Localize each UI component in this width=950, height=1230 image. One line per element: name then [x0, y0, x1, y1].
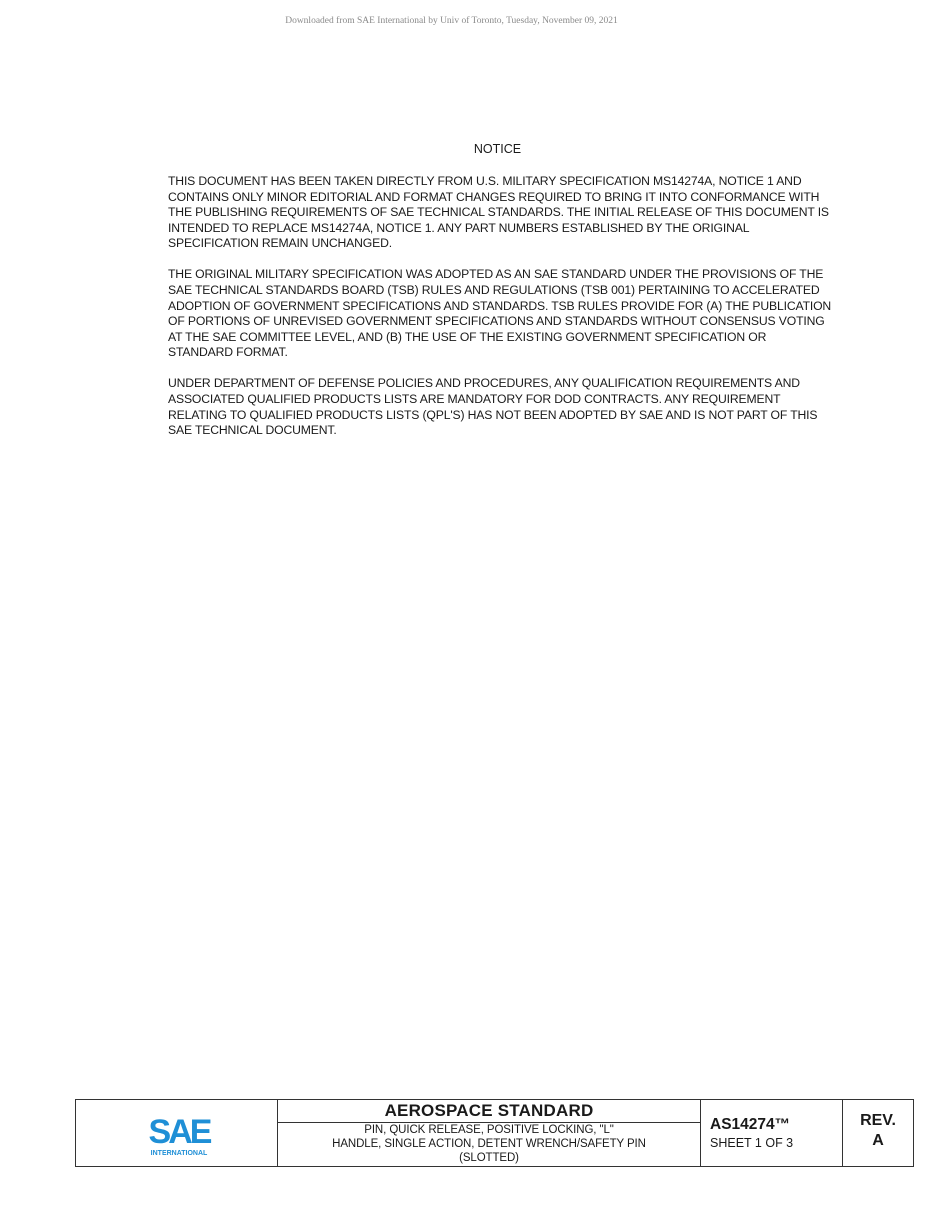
notice-paragraph: UNDER DEPARTMENT OF DEFENSE POLICIES AND PROCEDURES, ANY QUALIFICATION REQUIREMENTS AND ASSOCIATED QUALIFIED PRODUCTS LISTS ARE MANDATORY FOR DOD CONTRACTS. ANY REQUIREMENT RELATING TO QUALIFIED PRODUCTS LISTS (QPL'S) HAS NOT BEEN ADOPTED BY SAE AND IS NOT PART OF THIS SAE TECHNICAL DOCUMENT. — [168, 376, 818, 438]
revision-value: A — [872, 1132, 884, 1149]
doc-number-cell — [701, 1100, 843, 1166]
standard-heading: AEROSPACE STANDARD — [278, 1100, 700, 1123]
description-line: (SLOTTED) — [459, 1152, 519, 1164]
revision-label: REV. — [860, 1112, 896, 1129]
notice-title: NOTICE — [473, 142, 522, 156]
notice-paragraph: THIS DOCUMENT HAS BEEN TAKEN DIRECTLY FROM U.S. MILITARY SPECIFICATION MS14274A, NOTICE 1 AND CONTAINS ONLY MINOR EDITORIAL AND FORMAT CHANGES REQUIRED TO BRING IT INTO CONFORMANCE WITH THE PUBLISHING REQUIREMENTS OF SAE TECHNICAL STANDARDS. THE INITIAL RELEASE OF THIS DOCUMENT IS INTENDED TO REPLACE MS14274A, NOTICE 1. ANY PART NUMBERS ESTABLISHED BY THE ORIGINAL SPECIFICATION REMAIN UNCHANGED. — [168, 174, 829, 251]
download-watermark: Downloaded from SAE International by Univ of Toronto, Tuesday, November 09, 2021 — [285, 16, 618, 26]
sae-logo-graphic — [144, 1110, 214, 1158]
logo-cell — [76, 1100, 278, 1166]
sae-logo — [144, 1110, 214, 1158]
description-line: HANDLE, SINGLE ACTION, DETENT WRENCH/SAFETY PIN — [332, 1138, 646, 1150]
logo-text: SAE — [148, 1113, 210, 1151]
description-line: PIN, QUICK RELEASE, POSITIVE LOCKING, "L" — [364, 1124, 614, 1136]
title-block — [75, 1099, 914, 1167]
logo-subtext: INTERNATIONAL — [150, 1150, 208, 1157]
notice-body — [168, 174, 833, 454]
doc-number: AS14274™ — [710, 1116, 791, 1133]
revision-cell — [843, 1100, 913, 1166]
sheet-count: SHEET 1 OF 3 — [710, 1136, 794, 1150]
notice-paragraph: THE ORIGINAL MILITARY SPECIFICATION WAS ADOPTED AS AN SAE STANDARD UNDER THE PROVISIONS OF THE SAE TECHNICAL STANDARDS BOARD (TSB) RULES AND REGULATIONS (TSB 001) PERTAINING TO ACCELERATED ADOPTION OF GOVERNMENT SPECIFICATIONS AND STANDARDS. TSB RULES PROVIDE FOR (A) THE PUBLICATION OF PORTIONS OF UNREVISED GOVERNMENT SPECIFICATIONS AND STANDARDS WITHOUT CONSENSUS VOTING AT THE SAE COMMITTEE LEVEL, AND (B) THE USE OF THE EXISTING GOVERNMENT SPECIFICATION OR STANDARD FORMAT. — [168, 267, 832, 360]
part-description — [278, 1123, 700, 1165]
title-cell — [278, 1100, 701, 1166]
